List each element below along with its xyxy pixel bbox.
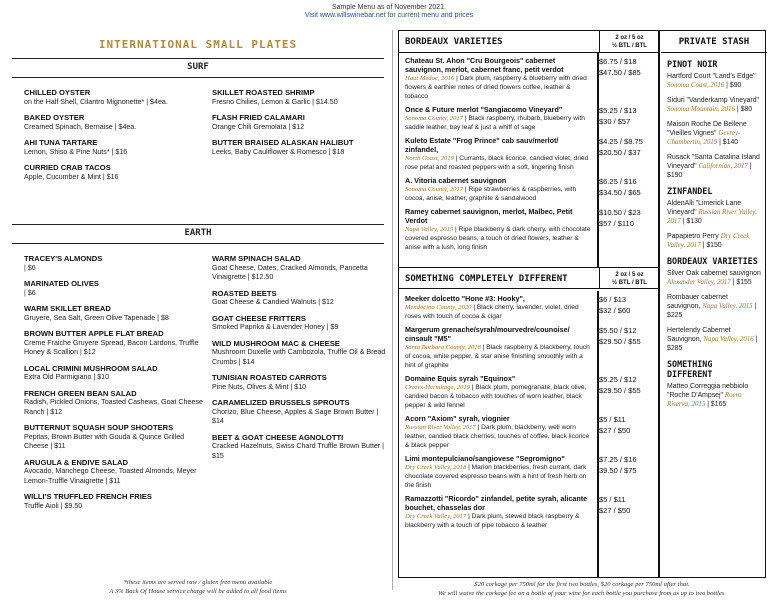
menu-item [212, 314, 392, 333]
wine-description [405, 512, 593, 530]
surf-right-column [212, 88, 392, 163]
wine-entry [399, 175, 657, 206]
menu-item [212, 254, 392, 283]
menu-item [24, 389, 204, 418]
wine-description [405, 114, 593, 132]
stash-wine-price: | $140 [719, 139, 739, 146]
bordeaux-price-header [599, 31, 659, 52]
stash-wine-region-year: Sonoma Coast, 2016 [667, 82, 725, 89]
stash-wine-price: | $190 [667, 163, 752, 179]
wine-region-year: Dry Creek Valley, 2017 [405, 513, 467, 520]
wine-entry [399, 373, 657, 413]
wine-name-text: Chateau St. Ahon "Cru Bourgeois" cabernet sauvignon, merlot, cabernet franc, petit verdot [405, 56, 564, 74]
wine-price-glass: $5.50 / $12 [599, 326, 637, 335]
stash-wine-price: | $80 [736, 106, 753, 113]
menu-item-description: Goat Cheese & Candied Walnuts | $12 [212, 298, 334, 306]
wine-name [405, 374, 593, 383]
wine-name-text: Domaine Equis syrah "Equinox" [405, 374, 516, 383]
menu-item [24, 304, 204, 323]
stash-wine-region-year: Sonoma Mountain, 2016 [667, 106, 735, 113]
wine-name [405, 176, 593, 185]
earth-left-column [24, 254, 204, 517]
wine-price-glass: $10.50 / $23 [599, 208, 641, 217]
wine-entry [399, 135, 657, 175]
stash-different-list [667, 382, 761, 409]
bordeaux-wine-list [399, 55, 657, 255]
stash-bordeaux-list [667, 269, 761, 353]
wine-name-text: A. Vitoria cabernet sauvignon [405, 176, 507, 185]
menu-item-description: Orange Chili Gremolata | $12 [212, 122, 305, 131]
stash-wine-name: Maison Roche De Bellene "Vieilles Vignes" [667, 121, 747, 137]
wine-entry [399, 493, 657, 533]
menu-item-name: BUTTERNUT SQUASH SOUP SHOOTERS [24, 423, 174, 432]
wine-region-year: Russian River Valley, 2017 [405, 424, 476, 431]
stash-wine-name: Rombauer cabernet sauvignon, [667, 294, 728, 310]
private-stash-title: PRIVATE STASH [661, 31, 767, 53]
stash-wine-name: Siduri "Vanderkamp Vineyard" [667, 97, 759, 104]
wine-name-text: Once & Future merlot "Sangiacomo Vineyard" [405, 105, 563, 114]
wine-description [405, 225, 593, 252]
wine-price-glass: $6.75 / $18 [599, 57, 637, 66]
menu-item [212, 289, 392, 308]
wine-description [405, 154, 593, 172]
different-price-header [599, 268, 659, 288]
wine-description [405, 423, 593, 450]
menu-item [24, 329, 204, 358]
stash-bordeaux-heading: BORDEAUX VARIETIES [667, 256, 758, 266]
stash-wine-region-year: Alexander Valley, 2017 [667, 279, 731, 286]
stash-wine-region-year: Roero Riserva, 2015 [667, 392, 742, 408]
pinot-noir-heading: PINOT NOIR [667, 59, 718, 69]
menu-item-name: TRACEY'S ALMONDS [24, 254, 103, 263]
wine-name-text: Meeker dolcetto "Hone #3: Hooky", [405, 294, 525, 303]
wine-price-glass: $6.25 / $16 [599, 177, 637, 186]
wine-entry [399, 324, 657, 373]
wine-tasting-notes: | Dark plum, blackberry, well worn leather, candied black cherries, touches of coffee, black licorice & black pepper [405, 424, 590, 449]
wine-price-bottle: $29.50 / $55 [599, 386, 641, 395]
menu-item [24, 163, 204, 182]
corkage-line-2: We will waive the corkage fee on a bottle of your wine for each bottle you purchase from us up to two bottles. [437, 590, 727, 597]
stash-wine [667, 72, 761, 90]
wine-tasting-notes: | Currants, black licorice, candied violet, dried rose petal and roasted peppers with a soft, lingering finish [405, 155, 589, 171]
menu-item-name: FRENCH GREEN BEAN SALAD [24, 388, 137, 398]
wine-section [398, 30, 766, 578]
stash-wine-price: | $150 [702, 242, 722, 249]
menu-item [24, 138, 204, 157]
earth-heading: EARTH [12, 224, 384, 244]
wine-name [405, 454, 593, 463]
bordeaux-price-header-btl: ½ BTL / BTL [612, 43, 647, 49]
wine-price [599, 374, 653, 396]
wine-name-text: Ramey cabernet sauvignon, merlot, Malbec, Petit Verdot [405, 207, 573, 225]
menu-item-description: Leeks, Baby Cauliflower & Romesco | $18 [212, 147, 345, 156]
menu-item-name: SKILLET ROASTED SHRIMP [212, 88, 315, 97]
menu-item-name: GOAT CHEESE FRITTERS [212, 313, 306, 323]
menu-item-description: Smoked Paprika & Lavender Honey | $9 [212, 323, 339, 331]
stash-wine-region-year: Russian River Valley, 2017 [667, 209, 757, 225]
wine-price [599, 56, 653, 78]
menu-item [212, 113, 392, 132]
wine-price-bottle: $47.50 / $85 [599, 68, 641, 77]
stash-wine [667, 96, 761, 114]
menu-item [212, 88, 392, 107]
wine-price-glass: $4.25 / $8.75 [599, 137, 643, 146]
wine-tasting-notes: | Ripe blackberry & dark cherry, with chocolate covered espresso beans, a touch of dried flowers, leather & anise with a lush, long finish [405, 226, 591, 251]
pinot-noir-list [667, 72, 761, 180]
wine-price [599, 136, 653, 158]
menu-item-description: Lemon, Shiso & Pine Nuts* | $16 [24, 147, 128, 156]
wine-price-bottle: $32 / $60 [599, 306, 631, 315]
stash-wine [667, 153, 761, 180]
wine-price-bottle: $29.50 / $55 [599, 337, 641, 346]
private-stash-panel [661, 31, 767, 577]
footnote-raw-items: *these items are served raw / gluten free menu available [123, 579, 273, 586]
menu-item-description: Apple, Cucumber & Mint | $16 [24, 172, 119, 181]
notice-line-1: Sample Menu as of November 2021. [331, 4, 446, 11]
wine-price-glass: $5 / $11 [599, 495, 626, 504]
wine-tasting-notes: | Ripe strawberries & raspberries, with cocoa, anise, leather, graphite & sandalwood [405, 186, 577, 202]
stash-wine [667, 293, 761, 320]
wine-tasting-notes: | Black plum, pomegranate, black olive, candied bacon & tobacco with touches of worn leather, black pepper & wild fennel [405, 384, 587, 409]
wine-price-bottle: $27 / $50 [599, 506, 631, 515]
stash-wine-price: | $285 [667, 336, 758, 352]
wine-name-text: Acorn "Axiom" syrah, viognier [405, 414, 510, 423]
different-price-header-btl: ½ BTL / BTL [612, 280, 647, 286]
menu-item [24, 458, 204, 487]
different-title: SOMETHING COMPLETELY DIFFERENT [405, 274, 568, 284]
wine-region-year: Crozes-Hermitage, 2019 [405, 384, 470, 391]
stash-wine [667, 382, 761, 409]
menu-item [24, 492, 204, 511]
wine-region-year: Sonoma County, 2017 [405, 186, 464, 193]
menu-item [212, 373, 392, 392]
menu-item-name: CURRIED CRAB TACOS [24, 163, 111, 172]
menu-item-name: BEET & GOAT CHEESE AGNOLOTTI [212, 432, 344, 442]
menu-item [24, 364, 204, 383]
menu-item-description: Chorizo, Blue Cheese, Apples & Sage Brown Butter | $14 [212, 407, 379, 425]
stash-wine-name: Silver Oak cabernet sauvignon [667, 270, 761, 277]
wine-price [599, 414, 653, 436]
wine-tasting-notes: | Marion blackberries, fresh currant, dark chocolate covered espresso beans with a hint of fresh herb on the finish [405, 464, 587, 489]
wine-name [405, 494, 593, 512]
wine-price-bottle: $30 / $57 [599, 117, 631, 126]
stash-wine [667, 326, 761, 353]
menu-item-description: Avocado, Manchego Cheese, Toasted Almonds, Meyer Lemon-Truffle Vinaigrette | $11 [24, 467, 197, 485]
wine-name [405, 207, 593, 225]
corkage-footnote [398, 580, 766, 598]
stash-wine-name: Matteo Correggia nebbiolo "Roche D'Ampsej" [667, 383, 749, 399]
bordeaux-price-divider [597, 53, 599, 267]
stash-wine [667, 199, 761, 226]
menu-item-description: Pine Nuts, Olives & Mint | $10 [212, 382, 307, 391]
menu-item-description: Extra Old Parmigiano | $10 [24, 373, 110, 381]
wine-region-year: Haut Medoc, 2016 [405, 75, 455, 82]
wine-tasting-notes: | Dark plum, raspberry & blueberry with dried flowers & earthier notes of dried flowers coffee, leather & tobacco [405, 75, 587, 100]
stash-wine-region-year: Napa Valley, 2016 [703, 336, 754, 343]
wine-price-bottle: $34.50 / $65 [599, 188, 641, 197]
stash-wine-name: Rusack "Santa Catalina Island Vineyard" [667, 154, 760, 170]
surf-heading: SURF [12, 58, 384, 78]
menu-item-description: Goat Cheese, Dates, Cracked Almonds, Pancetta Vinaigrette | $12.50 [212, 263, 368, 281]
notice-website-link[interactable]: Visit www.willswinebar.net for current menu and prices [304, 12, 474, 19]
wine-entry [399, 104, 657, 135]
menu-item-name: FLASH FRIED CALAMARI [212, 113, 305, 122]
wine-name-text: Margerum grenache/syrah/mourvedre/counoise/ cinsault "M5" [405, 325, 570, 343]
wine-price-bottle: $57 / $110 [599, 219, 634, 228]
wine-price [599, 176, 653, 198]
wine-name [405, 294, 593, 303]
menu-item-name: AHI TUNA TARTARE [24, 138, 98, 147]
wine-entry [399, 55, 657, 104]
wine-price-glass: $5.25 / $12 [599, 375, 637, 384]
zinfandel-heading: ZINFANDEL [667, 186, 713, 196]
menu-item-name: CARAMELIZED BRUSSELS SPROUTS [212, 398, 350, 407]
wine-name [405, 56, 593, 74]
wine-name-text: Limi montepulciano/sangiovese "Segromigno" [405, 454, 565, 463]
stash-wine-region-year: Dry Creek Valley, 2017 [667, 233, 750, 249]
wine-entry [399, 413, 657, 453]
different-price-divider [597, 291, 599, 577]
menu-item [212, 339, 392, 368]
wine-price [599, 325, 653, 347]
wine-region-year: Dry Creek Valley, 2018 [405, 464, 467, 471]
wine-region-year: Mendocino County, 2020 [405, 304, 472, 311]
different-wine-list [399, 293, 657, 533]
wine-price-bottle: $20.50 / $37 [599, 148, 641, 157]
menu-item-name: WARM SKILLET BREAD [24, 304, 111, 313]
menu-item [212, 138, 392, 157]
menu-item-name: LOCAL CRIMINI MUSHROOM SALAD [24, 363, 158, 373]
wine-region-year: Sonoma County, 2017 [405, 115, 464, 122]
menu-item-description: Creamed Spinach, Bernaise | $4ea. [24, 122, 137, 131]
menu-item-description: Truffle Aioli | $9.50 [24, 501, 83, 510]
wine-price [599, 494, 653, 516]
menu-item-name: MARINATED OLIVES [24, 279, 99, 288]
menu-item [24, 88, 204, 107]
menu-item [24, 113, 204, 132]
wine-price [599, 207, 653, 229]
wine-tasting-notes: | Black raspberry, rhubarb, blueberry with saddle leather, bay leaf & just a whiff of sage [405, 115, 585, 131]
wine-description [405, 185, 593, 203]
page-notice [0, 4, 778, 20]
wine-name [405, 136, 593, 154]
menu-item [24, 254, 204, 273]
different-header [399, 267, 659, 289]
wine-price [599, 294, 653, 316]
menu-item [24, 423, 204, 452]
bordeaux-price-header-oz: 2 oz / 5 oz [615, 35, 644, 41]
stash-wine-region-year: Gevrey-Chambertin, 2019 [667, 130, 741, 146]
small-plates-title: INTERNATIONAL SMALL PLATES [98, 38, 298, 51]
stash-wine-price: | $130 [682, 218, 702, 225]
menu-item-name: BROWN BUTTER APPLE FLAT BREAD [24, 329, 164, 338]
menu-item-name: WILD MUSHROOM MAC & CHEESE [212, 338, 340, 348]
menu-item-description: Fresno Chilies, Lemon & Garlic | $14.50 [212, 97, 338, 106]
wine-price-bottle: $27 / $50 [599, 426, 631, 435]
wine-price-glass: $6 / $13 [599, 295, 627, 304]
stash-wine [667, 120, 761, 147]
stash-wine-price: | $155 [732, 279, 752, 286]
zinfandel-list [667, 199, 761, 250]
wine-price [599, 454, 653, 476]
column-divider [392, 30, 393, 590]
wine-region-year: Santa Barbara County, 2018 [405, 344, 481, 351]
stash-wine-name: Hertelendy Cabernet Sauvignon, [667, 327, 731, 343]
wine-tasting-notes: | Black raspberry & blackberry, touch of cocoa, white pepper, & star anise finishing smoothly with a hint of graphite [405, 344, 590, 369]
wine-entry [399, 293, 657, 324]
wine-description [405, 74, 593, 101]
stash-wine-region-year: Californian, 2017 [698, 163, 748, 170]
wine-name [405, 414, 593, 423]
wine-entry [399, 206, 657, 255]
surf-left-column [24, 88, 204, 188]
menu-item-name: WILLI'S TRUFFLED FRENCH FRIES [24, 492, 152, 501]
wine-description [405, 343, 593, 370]
menu-item [212, 433, 392, 462]
stash-wine-price: | $225 [667, 303, 757, 319]
stash-wine-name: Papapietro Perry [667, 233, 719, 240]
small-plates-section [12, 28, 386, 595]
wine-entry [399, 453, 657, 493]
stash-wine-name: Hartford Court "Land's Edge" [667, 73, 756, 80]
wine-price-glass: $5 / $11 [599, 415, 626, 424]
stash-wine-price: | $90 [726, 82, 742, 89]
bordeaux-title: BORDEAUX VARIETIES [405, 37, 503, 47]
menu-item-name: BAKED OYSTER [24, 113, 85, 122]
wine-description [405, 303, 593, 321]
wine-name-text: Ramazzotti "Ricordo" zinfandel, petite syrah, alicante bouchet, chasselas dor [405, 494, 588, 512]
menu-item-description: Cracked Hazelnuts, Swiss Chard Truffle Brown Butter | $15 [212, 442, 385, 460]
menu-item-name: WARM SPINACH SALAD [212, 254, 301, 263]
stash-wine-name: AldenAlli "Limerick Lane Vineyard" [667, 200, 742, 216]
stash-divider [658, 31, 660, 577]
menu-item-name: BUTTER BRAISED ALASKAN HALIBUT [212, 138, 354, 147]
menu-item-description: Mushroom Duxelle with Cambozola, Truffle Oil & Bread Crumbs | $14 [212, 348, 386, 366]
wine-tasting-notes: | Dark plum, stewed black raspberry & blackberry with a touch of pipe tobacco & leather [405, 513, 580, 529]
menu-item-name: CHILLED OYSTER [24, 88, 91, 97]
menu-item-name: TUNISIAN ROASTED CARROTS [212, 373, 327, 382]
wine-description [405, 383, 593, 410]
menu-item-description: | $6 [24, 263, 36, 272]
menu-item [24, 279, 204, 298]
wine-region-year: Napa Valley, 2015 [405, 226, 454, 233]
wine-description [405, 463, 593, 490]
wine-price-bottle: 39.50 / $75 [599, 466, 637, 475]
menu-item-name: ARUGULA & ENDIVE SALAD [24, 457, 128, 467]
stash-wine [667, 232, 761, 250]
stash-different-heading: SOMETHING DIFFERENT [667, 359, 713, 379]
menu-item-description: Gruyere, Sea Salt, Green Olive Tapenade | $8 [24, 313, 169, 322]
earth-right-column [212, 254, 392, 467]
wine-name-text: Kuleto Estate "Frog Prince" cab sauv/merlot/ zinfandel, [405, 136, 559, 154]
wine-price-glass: $5.25 / $13 [599, 106, 637, 115]
stash-wine-price: | $165 [707, 401, 727, 408]
wine-price [599, 105, 653, 127]
bordeaux-header [399, 31, 659, 53]
menu-item [212, 398, 392, 427]
wine-name [405, 325, 593, 343]
menu-item-description: Creme Fraiche Gruyere Spread, Bacon Lardons, Truffle Honey & Scallion | $12 [24, 338, 199, 356]
wine-price-glass: $7.25 / $16 [599, 455, 637, 464]
menu-item-description: | $6 [24, 288, 36, 297]
corkage-line-1: $20 corkage per 750ml for the first two bottles, $20 corkage per 750ml after that. [474, 581, 690, 588]
menu-item-description: Pepitas, Brown Butter with Gouda & Quince Grilled Cheese | $11 [24, 432, 185, 450]
footnote-service-charge: A 3% Back Of House service charge will be added to all food items [109, 588, 287, 595]
wine-region-year: North Coast, 2019 [405, 155, 454, 162]
stash-wine-region-year: Napa Valley, 2015 [702, 303, 753, 310]
wine-tasting-notes: | Black cherry, lavender, violet, dried roses with touch of cocoa & cigar [405, 304, 579, 320]
stash-wine [667, 269, 761, 287]
menu-item-name: ROASTED BEETS [212, 288, 277, 298]
menu-item-description: on the Half Shell, Cilantro Mignonette* | $4ea. [24, 97, 168, 106]
food-footnote [12, 578, 384, 596]
wine-name [405, 105, 593, 114]
different-price-header-oz: 2 oz / 5 oz [615, 272, 644, 278]
menu-item-description: Radish, Pickled Onions, Toasted Cashews, Goat Cheese Ranch | $12 [24, 398, 203, 416]
